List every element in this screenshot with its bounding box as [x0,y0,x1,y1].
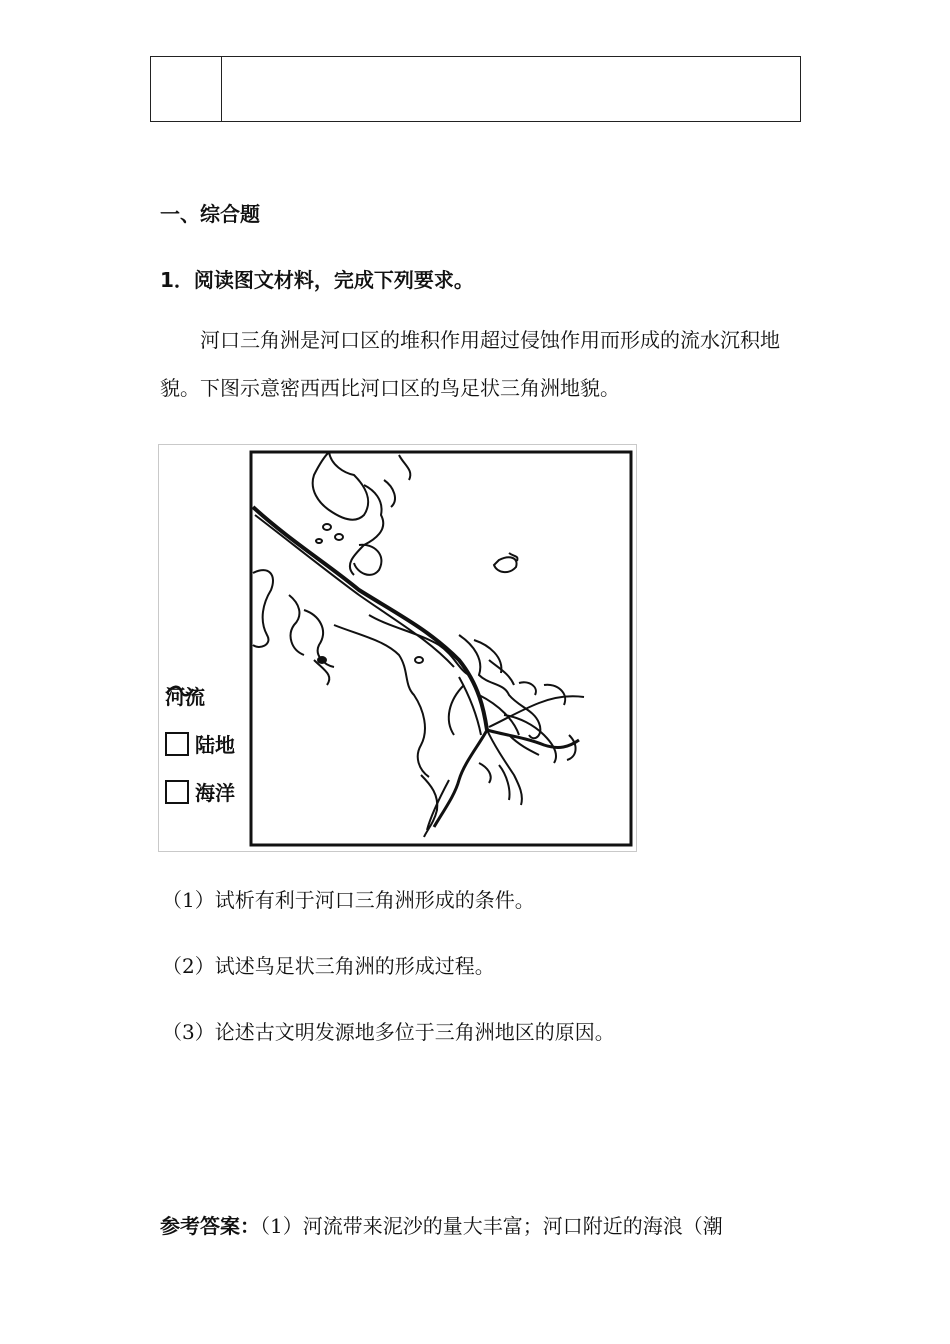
question-title: 1．阅读图文材料，完成下列要求。 [160,268,474,292]
legend-land-label: 陆地 [195,733,235,757]
legend-river [165,681,205,710]
sub-question-2: （2）试述鸟足状三角洲的形成过程。 [162,954,495,978]
legend-ocean [165,777,235,806]
score-table-divider [221,57,222,121]
land-swatch-icon [165,732,189,756]
sub-question-3: （3）论述古文明发源地多位于三角洲地区的原因。 [162,1020,615,1044]
ocean-swatch-icon [165,780,189,804]
answer [160,1210,723,1239]
legend-ocean-label: 海洋 [195,781,235,805]
river-line-icon [165,681,195,701]
section-title: 一、综合题 [160,202,260,226]
delta-map-figure [158,444,637,852]
legend-land [165,729,235,758]
answer-text: （1）河流带来泥沙的量大丰富；河口附近的海浪（潮 [260,1214,723,1238]
score-table [150,56,801,122]
question-intro: 河口三角洲是河口区的堆积作用超过侵蚀作用而形成的流水沉积地貌。下图示意密西西比河口区的鸟足状三角洲地貌。 [160,328,780,400]
sub-question-1: （1）试析有利于河口三角洲形成的条件。 [162,888,535,912]
answer-label: 参考答案： [160,1214,260,1238]
legend-river-label: 河流 [165,685,205,709]
